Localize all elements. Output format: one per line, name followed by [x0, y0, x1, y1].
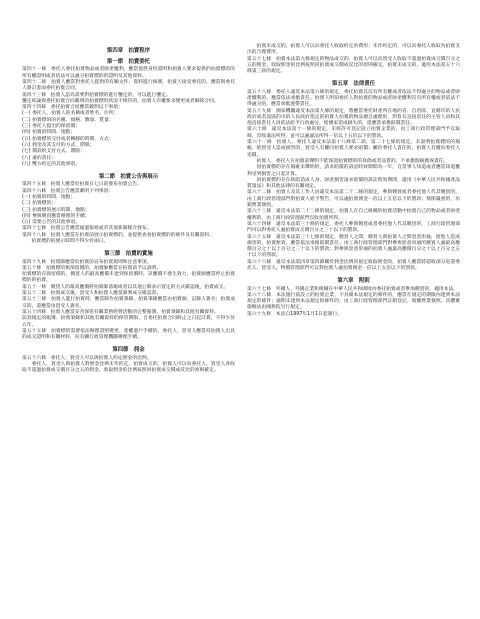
- section-heading: 第四章 拍賣程序: [106, 48, 151, 54]
- section-heading: 第二節 拍賣公告與展示: [98, 174, 159, 181]
- article-paragraph: 拍賣標的有保留價的，競買人的最高應價未達到保留價時，該應價不發生效力，拍賣師應當停止拍賣標的的拍賣。: [22, 272, 235, 284]
- article-paragraph: (三) 委托人提出的保留價；: [22, 124, 81, 130]
- article-paragraph: 第六十六條 違反本法第四章第四節關於佣金比例的規定收取佣金的，拍賣人應當將超收部分返還委托人、買受人。物價管理部門可以對拍賣人處拍賣佣金一倍以上五倍以下的罰款。: [247, 259, 460, 271]
- article-paragraph: (九) 雙方約定的其他事項。: [22, 161, 81, 167]
- section-heading: 第六章 附則: [337, 278, 370, 285]
- article-paragraph: 因拍賣標的存在瑕疵未聲明的，請求賠償的訴訟時效期間為一年，自當事人知道或者應當知道權利受到損害之日起計算。: [247, 165, 460, 177]
- article-paragraph: 拍賣未成交的，拍賣人可以向委托人收取約定的費用；未作約定的，可以向委托人收取為拍賣支出的合理費用。: [247, 44, 460, 56]
- article-paragraph: (四) 拍賣的時間、地點；: [22, 130, 76, 136]
- article-paragraph: (七) 價款的支付方式、期限；: [22, 149, 85, 155]
- article-paragraph: 鑒定結論與委托拍賣合同載明的拍賣標的狀況不相符的，拍賣人有權要求變更或者解除合同。: [22, 98, 219, 104]
- article-paragraph: 第六十條 違反本法第十一條的規定，未經許可登記設立拍賣企業的，由工商行政管理部門予以取締，沒收違法所得，並可以處違法所得一倍以上五倍以下的罰款。: [247, 127, 460, 139]
- article-paragraph: 第六十七條 外國人、外國企業和組織在中華人民共和國境內委托拍賣或者參加競買的，適用本法。: [247, 286, 459, 292]
- article-paragraph: (二) 拍賣標的的名稱、規格、數量、質量；: [22, 117, 114, 123]
- article-paragraph: 第四十四條 委托拍賣合同應當載明以下事項：: [22, 105, 123, 111]
- left-column: [22, 44, 235, 599]
- article-paragraph: 第四十九條 拍賣師應當於拍賣前宣布拍賣規則和注意事項。: [22, 259, 152, 265]
- article-paragraph: 第四十六條 拍賣公告應當載明下列事項：: [22, 188, 114, 194]
- article-paragraph: 第五十四條 拍賣人應當妥善保管有關業務經營活動的完整賬簿、拍賣筆錄和其他有關資料。: [22, 309, 219, 315]
- article-paragraph: 第四十一條 委托人委托拍賣物品或者財產權利，應當提供身份證明和拍賣人要求提供的拍賣標的的所有權證明或者依法可以處分拍賣標的的證明及其他資料。: [22, 67, 235, 79]
- article-paragraph: (一) 委托人、拍賣人的名稱或者姓名、住所；: [22, 111, 119, 117]
- article-paragraph: 第五十一條 競買人的最高應價經拍賣師落槌或者以其他公開表示買定的方式確認後，拍賣成交。: [22, 284, 229, 290]
- article-paragraph: 第四十三條 拍賣人認為需要對拍賣標的進行鑒定的，可以進行鑒定。: [22, 92, 171, 98]
- article-paragraph: 第四十二條 拍賣人應當對委托人提供的有關文件、資料進行核實。拍賣人接受委托的，應當與委托人簽訂書面委托拍賣合同。: [22, 80, 235, 92]
- article-paragraph: (二) 拍賣標的；: [22, 201, 57, 207]
- article-paragraph: 第六十二條 拍賣人及其工作人員違反本法第二十二條的規定，參與競買或者委托他人代其競買的，由工商行政管理部門對拍賣人給予警告，可以處拍賣佣金一倍以上五倍以下的罰款；情節嚴重的，吊銷營業執照。: [247, 190, 460, 209]
- article-paragraph: (六) 佣金及其支付的方式、期限；: [22, 142, 95, 148]
- article-paragraph: 委托人、買受人與拍賣人對佣金比例未作約定，拍賣成交的，拍賣人可以向委托人、買受人各收取不超過拍賣成交價百分之五的佣金。收取佣金的比例按照同拍賣成交價成反比的原則確定。: [22, 361, 235, 374]
- article-paragraph: 第六十一條 拍賣人、委托人違反本法第十八條第二款、第二十七條的規定，未說明拍賣標的的瑕疵，給買受人造成損害的，買受人有權向拍賣人要求賠償；屬於委托人責任的，拍賣人有權向委托人追償。: [247, 140, 460, 158]
- article-paragraph: 因拍賣標的存在缺陷造成人身、財產損害請求賠償的訴訟時效期間，適用《中華人民共和國產品質量法》和其他法律的有關規定。: [247, 177, 460, 190]
- article-paragraph: (四) 參與競買應當辦理的手續；: [22, 213, 90, 219]
- article-paragraph: 拍賣人、委托人在拍賣前聲明不能保證拍賣標的的真偽或者品質的，不承擔瑕疵擔保責任。: [256, 158, 449, 164]
- article-paragraph: 第五十三條 拍賣人進行拍賣時，應當制作拍賣筆錄。拍賣筆錄應當由拍賣師、記錄人簽名；拍賣成交的，還應當由買受人簽名。: [22, 297, 235, 309]
- section-heading: 第一節 拍賣委托: [106, 59, 151, 66]
- article-paragraph: 第四十五條 拍賣人應當於拍賣日七日前發布拍賣公告。: [22, 182, 142, 188]
- section-heading: 第五章 法律責任: [331, 81, 376, 88]
- article-paragraph: (八) 違約責任；: [22, 155, 57, 161]
- article-paragraph: 第五十六條 委托人、買受人可以與拍賣人約定佣金的比例。: [22, 355, 152, 361]
- article-paragraph: (五) 需要公告的其他事項。: [22, 220, 81, 226]
- article-paragraph: 第五十八條 委托人違反本法第六條的規定，委托拍賣其沒有所有權或者依法不得處分的物品或者財產權利的，應當依法承擔責任。拍賣人明知委托人對拍賣的物品或者財產權利沒有所有權或者依法不得處分的，應當承擔連帶責任。: [247, 89, 460, 108]
- section-heading: 第四節 佣金: [112, 347, 145, 354]
- article-paragraph: 第四十七條 拍賣公告應當通過報紙或者其他新聞媒介發布。: [22, 226, 152, 232]
- article-paragraph: 第五十九條 國家機關違反本法第九條的規定，將應當委托財產所在地的省、自治區、直轄市的人民政府或者設區的市的人民政府指定的拍賣人拍賣的物品擅自處理的，對負有直接責任的主管人員和其他直接責任人員依法給予行政處分，給國家造成損失的，還應當承擔賠償責任。: [247, 108, 460, 127]
- article-paragraph: 拍賣標的的展示時間不得少於兩日。: [31, 239, 109, 245]
- section-heading: 第三節 拍賣的實施: [104, 251, 153, 258]
- article-paragraph: (三) 拍賣標的展示時間、地點；: [22, 207, 90, 213]
- article-paragraph: 前款規定的賬簿、拍賣筆錄和其他有關資料的保管期限，自委托拍賣合同終止之日起計算，不得少於五年。: [22, 316, 235, 328]
- article-paragraph: 第五十七條 拍賣本法第九條規定的物品成交的，拍賣人可以向買受人收取不超過拍賣成交價百分之五的佣金。收取佣金的比例按照同拍賣成交價成反比的原則確定。拍賣未成交的，適用本法第五十六條第三款的規定。: [247, 56, 460, 75]
- article-paragraph: (五) 拍賣標的交付或者轉移的時間、方式；: [22, 136, 114, 142]
- article-paragraph: 第六十三條 違反本法第二十三條的規定，拍賣人在自己組織的拍賣活動中拍賣自己的物品或者財產權利的，由工商行政管理部門沒收拍賣所得。: [247, 209, 460, 221]
- right-column: [247, 44, 460, 599]
- article-paragraph: 第六十八條 本法施行前設立的拍賣企業，不具備本法規定的條件的，應當在規定的期限內達到本法規定的條件；逾期未達到本法規定的條件的，由工商行政管理部門註銷登記，收繳營業執照。具體實施辦法由國務院另行規定。: [247, 292, 460, 311]
- article-paragraph: 第六十五條 違反本法第三十七條的規定，競買人之間、競買人與拍賣人之間惡意串通，給他人造成損害的，拍賣無效，應當依法承擔賠償責任。由工商行政管理部門對參與惡意串通的競買人處最高應價百分之十以上百分之三十以下的罰款；對參與惡意串通的拍賣人處最高應價百分之十以上百分之五十以下的罰款。: [247, 234, 460, 259]
- article-paragraph: 第六十四條 違反本法第三十條的規定，委托人參與競買或者委托他人代其競買的，工商行政管理部門可以對委托人處拍賣成交價百分之三十以下的罰款。: [247, 221, 460, 234]
- article-paragraph: 第六十九條 本法自1997年1月1日起施行。: [247, 311, 343, 317]
- article-paragraph: (一) 拍賣的時間、地點；: [22, 194, 76, 200]
- article-paragraph: 第四十八條 拍賣人應當在拍賣前展示拍賣標的，並提供查看拍賣標的的條件及有關資料。: [22, 232, 214, 238]
- article-paragraph: 第五十二條 拍賣成交後，買受人和拍賣人應當簽署成交確認書。: [22, 291, 162, 297]
- article-paragraph: 第五十條 拍賣標的無保留價的，拍賣師應當在拍賣前予以說明。: [22, 265, 162, 271]
- article-paragraph: 第五十五條 拍賣標的需要依法辦理證照變更、產權過戶手續的，委托人、買受人應當持拍賣人出具的成交證明和有關材料，向有關行政管理機關辦理手續。: [22, 328, 235, 341]
